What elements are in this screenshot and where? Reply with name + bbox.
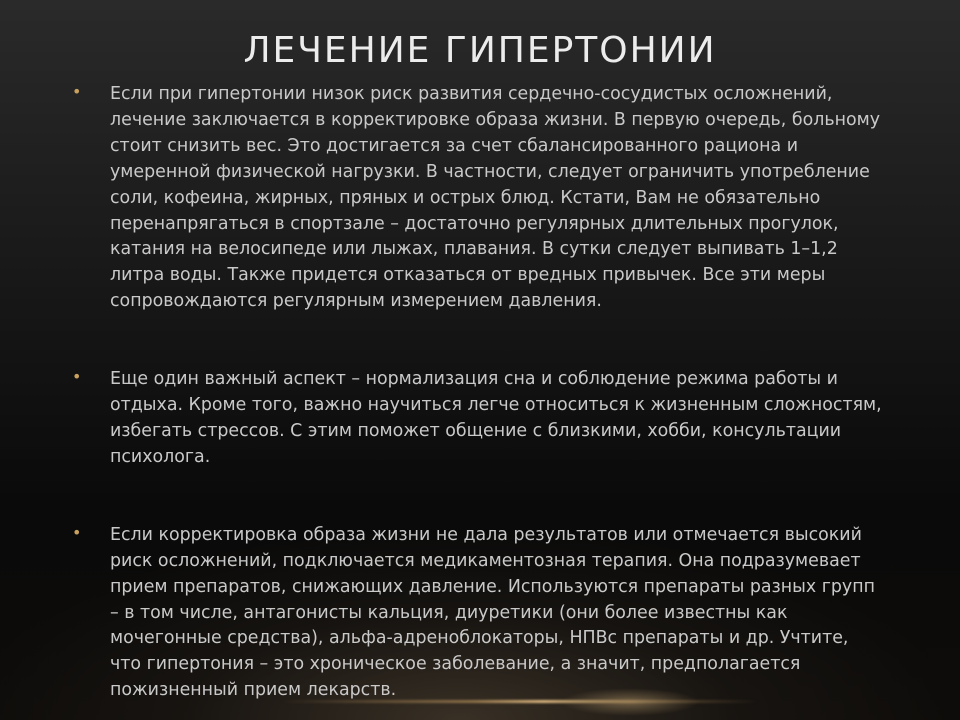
bullet-text: Еще один важный аспект – нормализация сна и соблюдение режима работы и отдыха. Кроме того, важно научиться легче относиться к жизненным сложностям, избегать стрессов. С этим поможет общение с близкими, хобби, консультации психолога.: [110, 369, 882, 467]
bullet-item-lifestyle: [72, 82, 882, 315]
slide-title: ЛЕЧЕНИЕ ГИПЕРТОНИИ: [243, 30, 717, 71]
bullet-text: Если корректировка образа жизни не дала результатов или отмечается высокий риск осложнений, подключается медикаментозная терапия. Она подразумевает прием препаратов, снижающих давление. Используются препараты разных групп – в том числе, антагонисты кальция, диуретики (они более известны как мочегонные средства), альфа-адреноблокаторы, НПВс препараты и др. Учтите, что гипертония – это хроническое заболевание, а значит, предполагается пожизненный прием лекарств.: [110, 524, 875, 701]
bullet-item-medication: [72, 523, 882, 704]
bullet-item-sleep: [72, 367, 882, 471]
bullet-dot-icon: •: [72, 522, 82, 542]
bullet-list: [72, 82, 882, 704]
bullet-text: Если при гипертонии низок риск развития сердечно-сосудистых осложнений, лечение заключается в корректировке образа жизни. В первую очередь, больному стоит снизить вес. Это достигается за счет сбалансированного рациона и умеренной физической нагрузки. В частности, следует ограничить употребление соли, кофеина, жирных, пряных и острых блюд. Кстати, Вам не обязательно перенапрягаться в спортзале – достаточно регулярных длительных прогулок, катания на велосипеде или лыжах, плавания. В сутки следует выпивать 1–1,2 литра воды. Также придется отказаться от вредных привычек. Все эти меры сопровождаются регулярным измерением давления.: [110, 84, 881, 312]
bullet-dot-icon: •: [72, 82, 82, 101]
bullet-dot-icon: •: [72, 367, 82, 387]
